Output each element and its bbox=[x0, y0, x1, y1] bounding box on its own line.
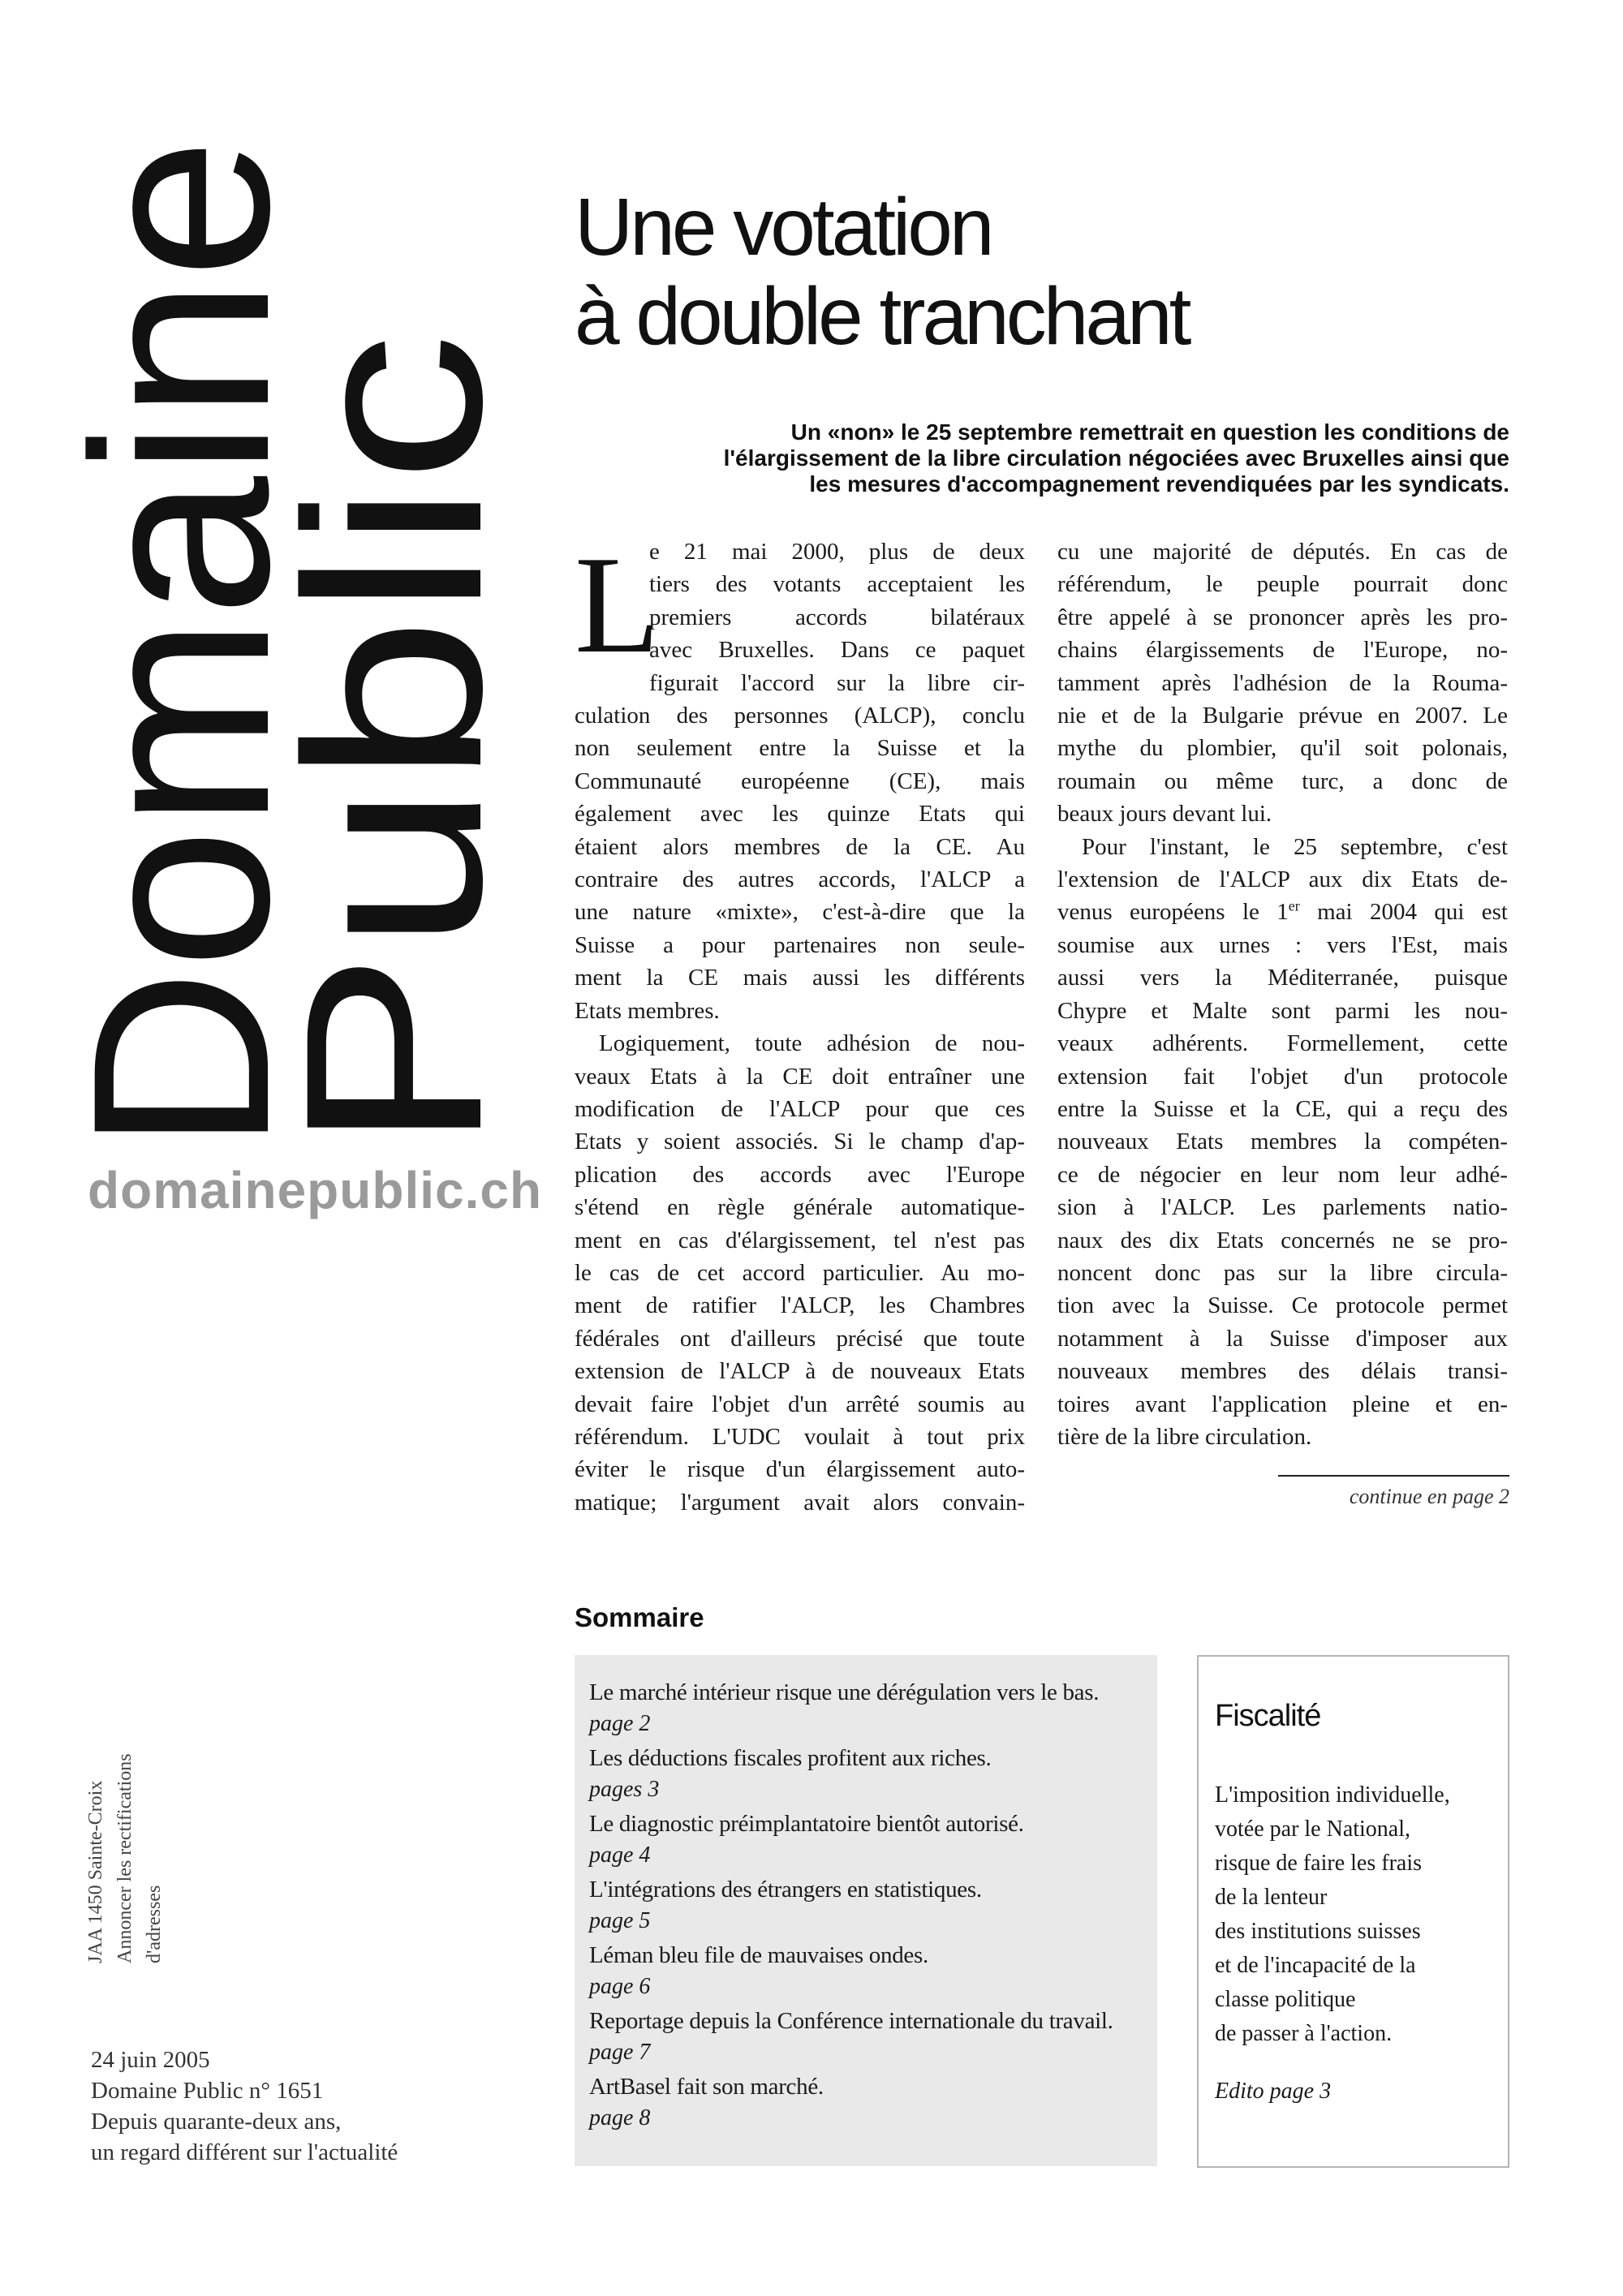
text-line: ment de ratifier l'ALCP, les Chambres bbox=[575, 1292, 1025, 1319]
text-line: notamment à la Suisse d'imposer aux bbox=[1057, 1325, 1508, 1352]
text-line: éviter le risque d'un élargissement auto- bbox=[575, 1456, 1025, 1483]
text-line: aussi vers la Méditerranée, puisque bbox=[1057, 965, 1508, 991]
text-line: Logiquement, toute adhésion de nou- bbox=[599, 1030, 1025, 1057]
tagline: Depuis quarante-deux ans, bbox=[91, 2109, 342, 2135]
sommaire-item-page: page 2 bbox=[589, 1711, 651, 1736]
sommaire-box bbox=[575, 1655, 1157, 2166]
text-line: Communauté européenne (CE), mais bbox=[575, 767, 1025, 794]
text-line: sion à l'ALCP. Les parlements natio- bbox=[1057, 1194, 1508, 1221]
sommaire-item-title: ArtBasel fait son marché. bbox=[589, 2074, 824, 2100]
text-line: plication des accords avec l'Europe bbox=[575, 1161, 1025, 1188]
text-line: étaient alors membres de la CE. Au bbox=[575, 833, 1025, 860]
text-line: tion avec la Suisse. Ce protocole permet bbox=[1057, 1292, 1508, 1319]
sommaire-item[interactable] bbox=[589, 2070, 1113, 2136]
text-line: nie et de la Bulgarie prévue en 2007. Le bbox=[1057, 703, 1508, 729]
text-line: beaux jours devant lui. bbox=[1057, 801, 1272, 828]
text-line: nouveaux Etats membres la compéten- bbox=[1057, 1129, 1508, 1155]
sommaire-item-page: page 4 bbox=[589, 1842, 651, 1868]
fiscalite-line: de passer à l'action. bbox=[1215, 2021, 1393, 2046]
text-line: référendum, le peuple pourrait donc bbox=[1057, 571, 1508, 598]
article-lead: Un «non» le 25 septembre remettrait en question les conditions de l'élargissement de la libre circulation négociées avec Bruxelles ainsi que les mesures d'accompagnement revendiquées par les syndicats. bbox=[723, 419, 1509, 497]
sommaire-item-title: L'intégrations des étrangers en statistiques. bbox=[589, 1877, 982, 1903]
text-line: ment en cas d'élargissement, tel n'est pas bbox=[575, 1227, 1025, 1253]
article-column-1 bbox=[575, 528, 1025, 1519]
text-line: Chypre et Malte sont parmi les nou- bbox=[1057, 997, 1508, 1024]
sommaire-item-title: Le diagnostic préimplantatoire bientôt autorisé. bbox=[589, 1811, 1024, 1837]
text-line: une nature «mixte», c'est-à-dire que la bbox=[575, 899, 1025, 926]
text-line: extension fait l'objet d'un protocole bbox=[1057, 1063, 1508, 1090]
sommaire-item-title: Reportage depuis la Conférence internationale du travail. bbox=[589, 2008, 1113, 2034]
fiscalite-line: L'imposition individuelle, bbox=[1215, 1782, 1450, 1808]
text-line: entre la Suisse et la CE, qui a reçu des bbox=[1057, 1095, 1508, 1122]
issue-date: 24 juin 2005 bbox=[91, 2047, 210, 2073]
text-line: premiers accords bilatéraux bbox=[649, 604, 1025, 630]
text-line: roumain ou même turc, a donc de bbox=[1057, 767, 1508, 794]
issue-info bbox=[91, 2044, 480, 2168]
fiscalite-line: des institutions suisses bbox=[1215, 1919, 1421, 1944]
sommaire-heading: Sommaire bbox=[575, 1602, 704, 1632]
sommaire-item[interactable] bbox=[589, 1676, 1113, 1742]
text-line: Etats membres. bbox=[575, 997, 720, 1024]
postal-info bbox=[81, 1671, 170, 1963]
text-line: s'étend en règle générale automatique- bbox=[575, 1194, 1025, 1221]
text-line: fédérales ont d'ailleurs précisé que toute bbox=[575, 1325, 1025, 1352]
text-line: tiers des votants acceptaient les bbox=[649, 571, 1025, 598]
fiscalite-box bbox=[1197, 1655, 1509, 2168]
article-column-2 bbox=[1057, 535, 1508, 1453]
text-line: veaux adhérents. Formellement, cette bbox=[1057, 1030, 1508, 1057]
article-title: Une votation à double tranchant bbox=[575, 182, 1189, 362]
divider bbox=[1278, 1475, 1509, 1477]
fiscalite-line: risque de faire les frais bbox=[1215, 1851, 1422, 1876]
fiscalite-line: et de l'incapacité de la bbox=[1215, 1953, 1416, 1978]
text-line: être appelé à se prononcer après les pro- bbox=[1057, 604, 1508, 630]
fiscalite-line: votée par le National, bbox=[1215, 1817, 1411, 1842]
sommaire-item[interactable] bbox=[589, 1808, 1113, 1873]
edito-link[interactable]: Edito page 3 bbox=[1215, 2079, 1332, 2104]
fiscalite-text bbox=[1215, 1778, 1450, 2051]
sommaire-item[interactable] bbox=[589, 1742, 1113, 1808]
sommaire-item-title: Léman bleu file de mauvaises ondes. bbox=[589, 1942, 928, 1968]
text-line: devait faire l'objet d'un arrêté soumis au bbox=[575, 1391, 1025, 1417]
text-line: veaux Etats à la CE doit entraîner une bbox=[575, 1063, 1025, 1090]
masthead-public: Public bbox=[252, 467, 534, 1152]
text-line: extension de l'ALCP à de nouveaux Etats bbox=[575, 1358, 1025, 1385]
tagline: un regard différent sur l'actualité bbox=[91, 2139, 398, 2165]
text-line: chains élargissements de l'Europe, no- bbox=[1057, 637, 1508, 664]
text-line: figurait l'accord sur la libre cir- bbox=[649, 669, 1025, 696]
text-line: noncent donc pas sur la libre circula- bbox=[1057, 1259, 1508, 1286]
sommaire-item-page: page 8 bbox=[589, 2105, 651, 2130]
drop-cap: L bbox=[575, 528, 661, 682]
text-line: l'extension de l'ALCP aux dix Etats de- bbox=[1057, 866, 1508, 893]
sommaire-item-title: Le marché intérieur risque une dérégulation vers le bas. bbox=[589, 1679, 1100, 1705]
text-line: mythe du plombier, qu'il soit polonais, bbox=[1057, 735, 1508, 762]
continue-link[interactable]: continue en page 2 bbox=[1349, 1485, 1509, 1508]
text-line: avec Bruxelles. Dans ce paquet bbox=[649, 637, 1025, 664]
sommaire-item[interactable] bbox=[589, 2005, 1113, 2070]
site-url: domainepublic.ch bbox=[88, 1161, 543, 1219]
text-line: tamment après l'adhésion de la Rouma- bbox=[1057, 669, 1508, 696]
postal-line: Annoncer les rectifications bbox=[114, 1753, 136, 1963]
text-line: toires avant l'application pleine et en- bbox=[1057, 1391, 1508, 1417]
postal-line: d'adresses bbox=[144, 1885, 165, 1963]
sommaire-item-page: page 6 bbox=[589, 1974, 651, 1999]
text-line: le cas de cet accord particulier. Au mo- bbox=[575, 1259, 1025, 1286]
text-line: culation des personnes (ALCP), conclu bbox=[575, 703, 1025, 729]
masthead-domaine: Domaine bbox=[40, 145, 321, 1152]
text-line: tière de la libre circulation. bbox=[1057, 1423, 1312, 1450]
text-line: également avec les quinze Etats qui bbox=[575, 801, 1025, 828]
fiscalite-line: classe politique bbox=[1215, 1987, 1356, 2012]
text-line: naux des dix Etats concernés ne se pro- bbox=[1057, 1227, 1508, 1253]
text-line: nouveaux membres des délais transi- bbox=[1057, 1358, 1508, 1385]
sommaire-item-page: pages 3 bbox=[589, 1777, 660, 1802]
text-line: non seulement entre la Suisse et la bbox=[575, 735, 1025, 762]
text-line: ce de négocier en leur nom leur adhé- bbox=[1057, 1161, 1508, 1188]
sommaire-item[interactable] bbox=[589, 1939, 1113, 2005]
text-line: cu une majorité de députés. En cas de bbox=[1057, 539, 1508, 565]
text-line: contraire des autres accords, l'ALCP a bbox=[575, 866, 1025, 893]
text-line: soumise aux urnes : vers l'Est, mais bbox=[1057, 931, 1508, 958]
fiscalite-line: de la lenteur bbox=[1215, 1885, 1328, 1910]
issue-number: Domaine Public n° 1651 bbox=[91, 2078, 324, 2104]
text-line: Pour l'instant, le 25 septembre, c'est bbox=[1082, 833, 1508, 860]
text-line: modification de l'ALCP pour que ces bbox=[575, 1095, 1025, 1122]
text-line: référendum. L'UDC voulait à tout prix bbox=[575, 1423, 1025, 1450]
masthead-logo bbox=[40, 138, 534, 1152]
text-line: matique; l'argument avait alors convain- bbox=[575, 1489, 1025, 1516]
text-line: ment la CE mais aussi les différents bbox=[575, 965, 1025, 991]
text-line: e 21 mai 2000, plus de deux bbox=[649, 539, 1025, 565]
sommaire-item-page: page 7 bbox=[589, 2040, 651, 2065]
text-line: venus européens le 1er mai 2004 qui est bbox=[1057, 897, 1508, 926]
text-line: Suisse a pour partenaires non seule- bbox=[575, 931, 1025, 958]
sommaire-item[interactable] bbox=[589, 1873, 1113, 1939]
text-line: Etats y soient associés. Si le champ d'ap- bbox=[575, 1129, 1025, 1155]
postal-line: JAA 1450 Sainte-Croix bbox=[85, 1780, 106, 1963]
sommaire-item-title: Les déductions fiscales profitent aux riches. bbox=[589, 1745, 992, 1771]
fiscalite-title: Fiscalité bbox=[1215, 1699, 1321, 1733]
sommaire-item-page: page 5 bbox=[589, 1908, 651, 1933]
